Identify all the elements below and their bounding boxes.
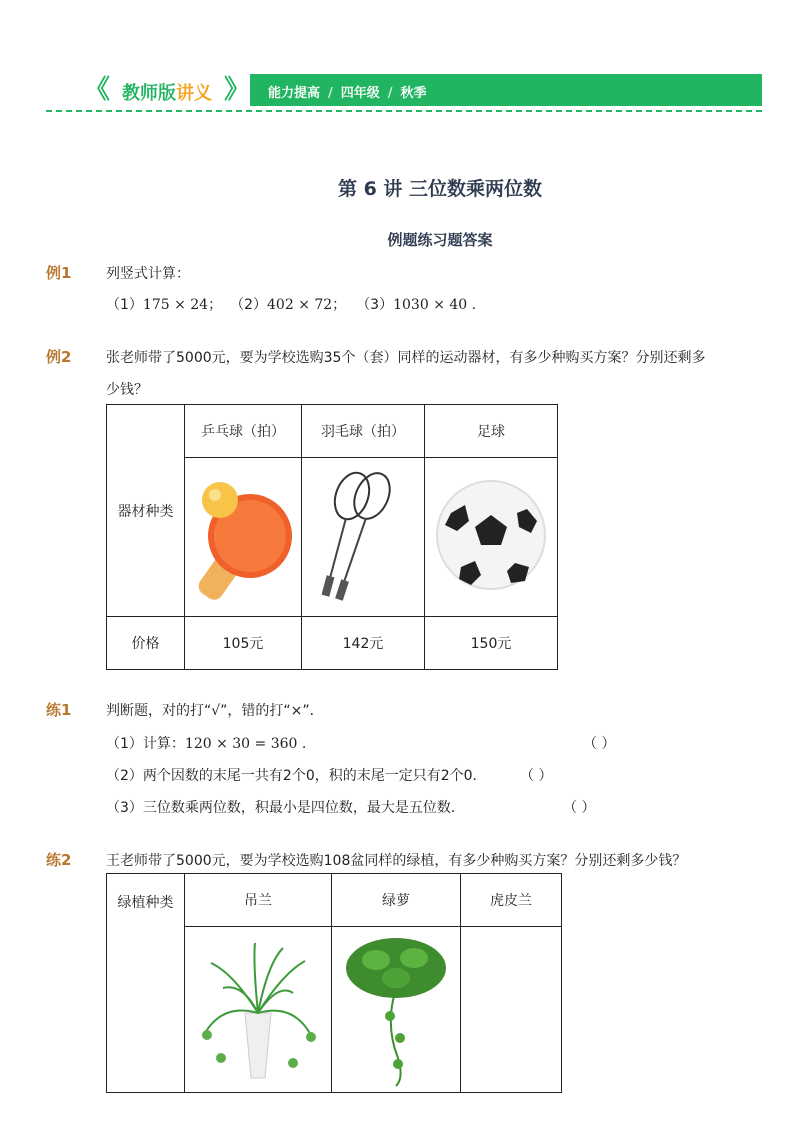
equipment-name-football: 足球 (425, 405, 558, 458)
practice-1-label: 练1 (46, 701, 72, 719)
breadcrumb-grade: 四年级 (340, 86, 380, 101)
equipment-type-header: 器材种类 (107, 405, 185, 617)
badminton-racket-icon (308, 460, 418, 610)
football-image (425, 458, 558, 617)
chevrons-left-icon: 《 (84, 75, 111, 105)
breadcrumb-separator: / (387, 86, 393, 101)
pothos-image (332, 927, 461, 1093)
page-subtitle: 例题练习题答案 (387, 231, 493, 249)
price-header: 价格 (107, 617, 185, 670)
page-title: 第 6 讲 三位数乘两位数 (337, 178, 543, 200)
plant-name-pothos: 绿萝 (332, 874, 461, 927)
equipment-table (106, 404, 558, 670)
answer-blank-q2[interactable]: （ ） (520, 768, 553, 784)
pingpong-paddle-icon (188, 460, 298, 610)
practice-2-prompt: 王老师带了5000元，要为学校选购108盆同样的绿植，有多少种购买方案？分别还剩多少钱？ (106, 853, 687, 869)
breadcrumb (268, 82, 427, 101)
answer-blank-q1[interactable]: （ ） (583, 736, 616, 752)
price-badminton: 142元 (302, 617, 425, 670)
practice-2-label: 练2 (46, 851, 72, 869)
equipment-name-pingpong: 乒乓球（拍） (185, 405, 302, 458)
example-1-label: 例1 (46, 264, 72, 282)
example-1-items: （1）175 × 24； （2）402 × 72； （3）1030 × 40 . (106, 297, 477, 313)
example-1-prompt: 列竖式计算： (106, 266, 190, 282)
chevrons-right-icon: 》 (224, 75, 251, 105)
badminton-racket-image (302, 458, 425, 617)
example-2-line1: 张老师带了5000元，要为学校选购35个（套）同样的运动器材，有多少种购买方案？分别还剩多 (106, 350, 706, 366)
price-pingpong: 105元 (185, 617, 302, 670)
header-badge (46, 74, 250, 106)
plant-name-spider: 吊兰 (185, 874, 332, 927)
header-divider (46, 110, 762, 112)
example-2-label: 例2 (46, 348, 72, 366)
spider-plant-icon (193, 933, 323, 1083)
practice-1-q3: （3）三位数乘两位数，积最小是四位数，最大是五位数． (106, 800, 465, 816)
practice-1-prompt: 判断题，对的打“√”，错的打“×”． (106, 703, 324, 719)
equipment-name-badminton: 羽毛球（拍） (302, 405, 425, 458)
price-football: 150元 (425, 617, 558, 670)
header-banner (46, 74, 762, 106)
header-badge-title: 教师版讲义 (122, 83, 212, 104)
snake-plant-image-empty (461, 927, 562, 1093)
football-icon (431, 475, 551, 595)
breadcrumb-level: 能力提高 (268, 86, 321, 101)
breadcrumb-season: 秋季 (400, 86, 427, 101)
plant-table (106, 873, 562, 1093)
spider-plant-image (185, 927, 332, 1093)
pingpong-paddle-image (185, 458, 302, 617)
practice-1-q2: （2）两个因数的末尾一共有2个0，积的末尾一定只有2个0． (106, 768, 487, 784)
pothos-icon (336, 928, 456, 1088)
plant-name-snake: 虎皮兰 (461, 874, 562, 927)
example-2-line2: 少钱？ (106, 382, 148, 398)
practice-1-q1: （1）计算：120 × 30 = 360 . (106, 736, 307, 752)
answer-blank-q3[interactable]: （ ） (563, 800, 596, 816)
plant-type-header: 绿植种类 (107, 874, 185, 1093)
breadcrumb-separator: / (328, 86, 333, 101)
